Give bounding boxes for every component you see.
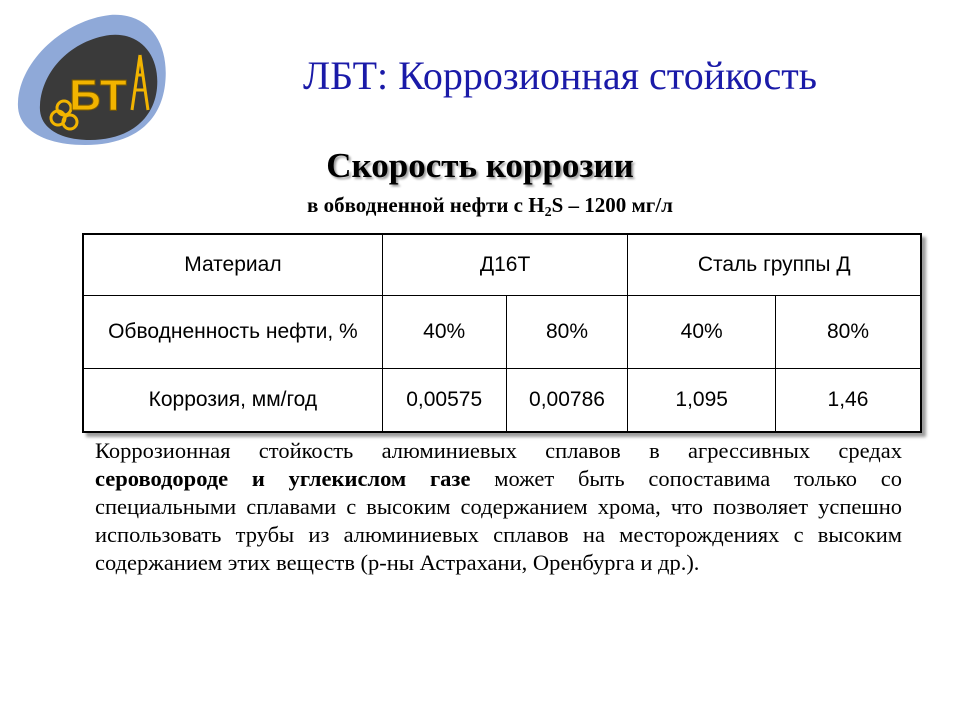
cell-material-label: Материал — [83, 234, 382, 296]
cell-corrosion-1: 0,00575 — [382, 369, 506, 433]
cell-corrosion-2: 0,00786 — [506, 369, 628, 433]
paragraph-part-1: Коррозионная стойкость алюминиевых сплавов в агрессивных средах — [95, 438, 902, 463]
cell-corrosion-label: Коррозия, мм/год — [83, 369, 382, 433]
slide-title: ЛБТ: Коррозионная стойкость — [303, 53, 817, 98]
subheading-index: 2 — [544, 205, 552, 220]
section-heading: Скорость коррозии — [326, 146, 634, 185]
subheading-suffix: S – 1200 мг/л — [551, 193, 673, 217]
cell-water-label: Обводненность нефти, % — [83, 296, 382, 369]
cell-water-1: 40% — [382, 296, 506, 369]
logo-text: БТ — [69, 71, 127, 120]
subheading-prefix: в обводненной нефти с H — [307, 193, 545, 217]
cell-water-4: 80% — [775, 296, 921, 369]
table-row-material — [83, 234, 921, 296]
cell-steel: Сталь группы Д — [628, 234, 921, 296]
company-logo — [10, 10, 170, 150]
cell-water-3: 40% — [628, 296, 776, 369]
cell-water-2: 80% — [506, 296, 628, 369]
paragraph-bold: сероводороде и углекислом газе — [95, 466, 471, 491]
cell-corrosion-4: 1,46 — [775, 369, 921, 433]
description-paragraph — [95, 437, 902, 577]
paragraph-part-2: может быть сопоставима только со специальными сплавами с высоким содержанием хрома, что позволяет успешно использовать трубы из алюминиевых сплавов на месторождениях с высоким содержанием этих веществ (р-ны Астрахани, Оренбурга и др.). — [95, 466, 902, 575]
cell-d16t: Д16Т — [382, 234, 628, 296]
table-row-corrosion — [83, 369, 921, 433]
cell-corrosion-3: 1,095 — [628, 369, 776, 433]
corrosion-rate-table — [82, 233, 922, 433]
table-row-water-cut — [83, 296, 921, 369]
section-subheading — [120, 193, 860, 221]
